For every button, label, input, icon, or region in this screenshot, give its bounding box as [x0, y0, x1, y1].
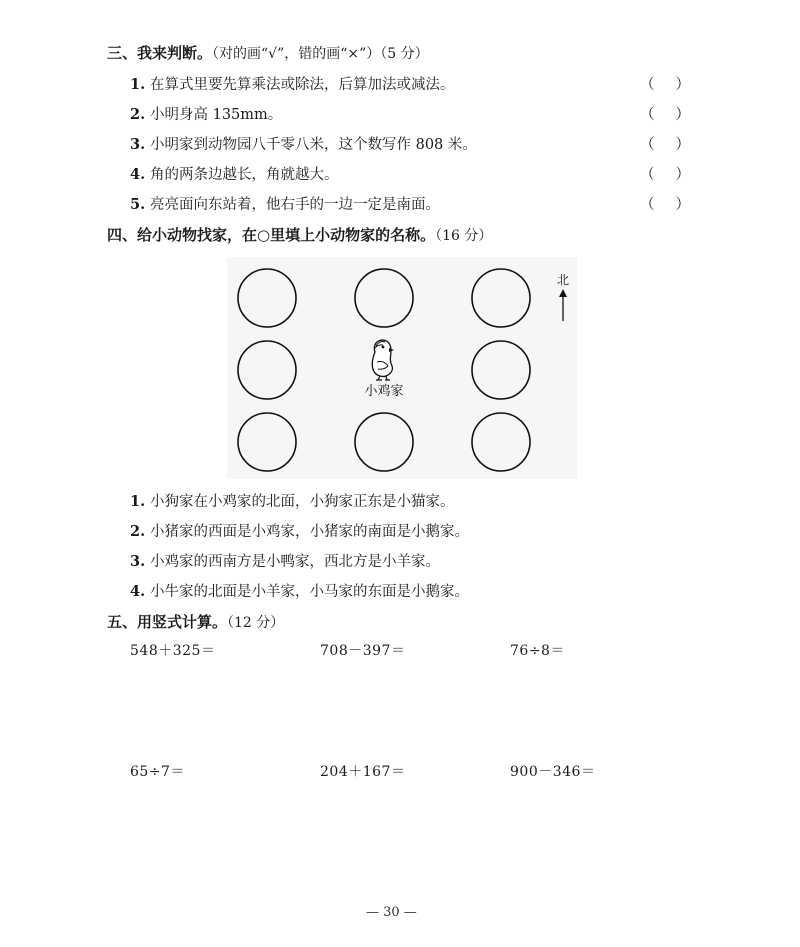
item-number: 2.	[130, 106, 146, 123]
item-number: 3.	[130, 553, 146, 570]
answer-bracket-2[interactable]	[640, 103, 690, 124]
item-text: 小牛家的北面是小羊家，小马家的东面是小鹅家。	[150, 584, 469, 600]
close-bracket: ）	[675, 167, 690, 183]
clue-item-3	[130, 550, 440, 571]
close-bracket: ）	[675, 77, 690, 93]
item-text: 在算式里要先算乘法或除法，后算加法或减法。	[150, 77, 455, 93]
section5-title: 五、用竖式计算。	[107, 613, 228, 631]
item-text: 小明身高 135mm。	[150, 107, 283, 123]
open-bracket: （	[640, 107, 655, 123]
calc-problem-3: 76÷8＝	[510, 643, 565, 659]
clue-item-4	[130, 580, 469, 601]
item-number: 1.	[130, 493, 146, 510]
diagram-background	[227, 257, 577, 479]
clue-item-1	[130, 490, 455, 511]
open-bracket: （	[640, 137, 655, 153]
close-bracket: ）	[675, 107, 690, 123]
item-text: 角的两条边越长，角就越大。	[150, 167, 339, 183]
open-bracket: （	[640, 77, 655, 93]
animal-home-diagram	[227, 257, 577, 479]
item-number: 1.	[130, 76, 146, 93]
item-number: 5.	[130, 196, 146, 213]
answer-bracket-5[interactable]	[640, 193, 690, 214]
judge-item-1	[130, 73, 455, 94]
center-home-label: 小鸡家	[364, 384, 404, 399]
item-number: 3.	[130, 136, 146, 153]
calc-problem-6: 900－346＝	[510, 764, 596, 780]
section3-instruction: （对的画“√”，错的画“×”）（5 分）	[212, 46, 429, 62]
calc-problem-4: 65÷7＝	[130, 764, 185, 780]
item-text: 小鸡家的西南方是小鸭家，西北方是小羊家。	[150, 554, 440, 570]
section4-points: （16 分）	[435, 228, 493, 244]
open-bracket: （	[640, 167, 655, 183]
item-number: 2.	[130, 523, 146, 540]
judge-item-2	[130, 103, 282, 124]
section4-title: 四、给小动物找家，在○里填上小动物家的名称。	[107, 226, 436, 244]
close-bracket: ）	[675, 137, 690, 153]
answer-bracket-4[interactable]	[640, 163, 690, 184]
page-number: — 30 —	[366, 905, 417, 920]
open-bracket: （	[640, 197, 655, 213]
item-text: 亮亮面向东站着，他右手的一边一定是南面。	[150, 197, 440, 213]
clue-item-2	[130, 520, 469, 541]
section3-title: 三、我来判断。	[107, 44, 213, 62]
item-text: 小狗家在小鸡家的北面，小狗家正东是小猫家。	[150, 494, 455, 510]
section5-heading	[107, 611, 284, 632]
calc-problem-1: 548＋325＝	[130, 643, 216, 659]
judge-item-3	[130, 133, 477, 154]
close-bracket: ）	[675, 197, 690, 213]
item-text: 小猪家的西面是小鸡家，小猪家的南面是小鹅家。	[150, 524, 469, 540]
item-number: 4.	[130, 583, 146, 600]
answer-bracket-3[interactable]	[640, 133, 690, 154]
answer-bracket-1[interactable]	[640, 73, 690, 94]
north-label: 北	[556, 273, 570, 287]
section5-points: （12 分）	[227, 615, 285, 631]
item-text: 小明家到动物园八千零八米，这个数写作 808 米。	[150, 137, 477, 153]
judge-item-4	[130, 163, 339, 184]
judge-item-5	[130, 193, 440, 214]
calc-problem-2: 708－397＝	[320, 643, 406, 659]
calc-problem-5: 204＋167＝	[320, 764, 406, 780]
section4-heading	[107, 224, 492, 245]
item-number: 4.	[130, 166, 146, 183]
section3-heading	[107, 42, 429, 63]
